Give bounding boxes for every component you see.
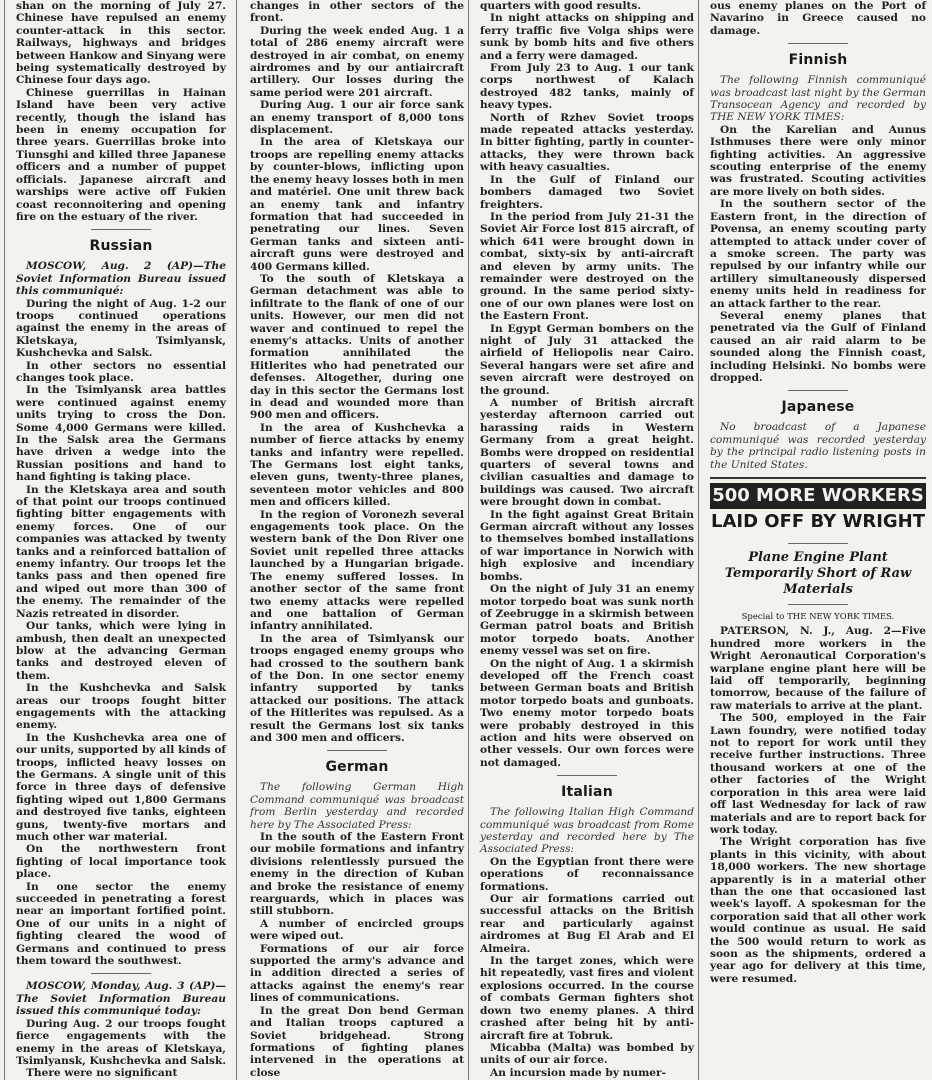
paragraph: During Aug. 2 our troops fought fierce engagements with the enemy in the areas of Kletskaya, Tsimlyansk, Kushchevka and Salsk.: [16, 1017, 227, 1067]
article-subhead: Plane Engine Plant Temporarily Short of Raw Materials: [724, 550, 912, 597]
paragraph: changes in other sectors of the front.: [250, 0, 464, 25]
paragraph: Micabba (Malta) was bombed by units of our air force.: [480, 1041, 694, 1067]
section-heading-japanese: Japanese: [781, 399, 855, 416]
paragraph: In the fight against Great Britain German aircraft without any losses to themselves bombed installations of war importance in Norwich with high explosive and incendiary bombs.: [480, 508, 694, 583]
column-1: [4, 0, 230, 1080]
paragraph: PATERSON, N. J., Aug. 2—Five hundred more workers in the Wright Aeronautical Corporation's warplane engine plant here will be laid off temporarily, beginning tomorrow, because of the failure of raw materials to arrive at the plant.: [710, 625, 926, 712]
paragraph: In the area of Tsimlyansk our troops engaged enemy groups who had crossed to the southern bank of the Don. In one sector enemy infantry supported by tanks attacked our positions. The attack of the Hitlerites was repulsed. As a result the Germans lost six tanks and 300 men and officers.: [250, 632, 464, 744]
divider: [91, 973, 151, 974]
paragraph: shan on the morning of July 27. Chinese have repulsed an enemy counter-attack in this sector. Railways, highways and bridges between Hankow and Sinyang were being systematically destroyed by Chinese four days ago.: [16, 0, 226, 87]
paragraph: ous enemy planes on the Port of Navarino in Greece caused no damage.: [710, 0, 926, 37]
paragraph: An incursion made by numer-: [490, 1066, 667, 1079]
intro: The following Italian High Command communiqué was broadcast from Rome yesterday and recorded here by The Associated Press:: [480, 806, 694, 856]
divider: [788, 390, 848, 391]
section-heading-italian: Italian: [561, 784, 613, 801]
paragraph: On the northwestern front fighting of local importance took place.: [16, 843, 226, 881]
paragraph: In the target zones, which were hit repeatedly, vast fires and violent explosions occurred. In the course of combats German fighters shot down two enemy planes. A third crashed after being hit by anti-aircraft fire at Tobruk.: [480, 955, 694, 1042]
paragraph: During the week ended Aug. 1 a total of 286 enemy aircraft were destroyed in air combat, on enemy airdromes and by our antiaircraft artillery. Our losses during the same period were 201 aircraft.: [250, 24, 464, 99]
paragraph: In the area of Kletskaya our troops are repelling enemy attacks by counter-blows, inflicting upon the enemy heavy losses both in men and matériel. One unit threw back an enemy tank and infantry formation that had succeeded in penetrating our lines. Seven German tanks and sixteen anti-aircraft guns were destroyed and 400 Germans killed.: [250, 136, 464, 273]
paragraph: In the region of Voronezh several engagements took place. On the western bank of the Don River one Soviet unit repelled three attacks launched by a Hungarian brigade. The enemy suffered losses. In another sector of the same front two enemy attacks were repelled and one battalion of German infantry annihilated.: [250, 508, 464, 633]
divider: [557, 775, 617, 776]
paragraph: In the south of the Eastern Front our mobile formations and infantry divisions relentlessly pursued the enemy in the direction of Kuban and broke the resistance of enemy rearguards, which in places was still stubborn.: [250, 831, 464, 918]
paragraph: From July 23 to Aug. 1 our tank corps northwest of Kalach destroyed 482 tanks, mainly of heavy types.: [480, 62, 694, 112]
paragraph: In the Gulf of Finland our bombers damaged two Soviet freighters.: [480, 173, 694, 211]
column-2: [242, 0, 468, 1080]
divider: [788, 543, 848, 544]
divider: [788, 43, 848, 44]
dateline: MOSCOW, Monday, Aug. 3 (AP)—The Soviet Information Bureau issued this communiqué today:: [16, 980, 226, 1018]
dateline: MOSCOW, Aug. 2 (AP)—The Soviet Information Bureau issued this communiqué:: [16, 260, 226, 298]
paragraph: During Aug. 1 our air force sank an enemy transport of 8,000 tons displacement.: [250, 99, 464, 137]
article-header: [710, 477, 926, 605]
divider: [327, 750, 387, 751]
byline: Special to THE NEW YORK TIMES.: [741, 612, 895, 622]
paragraph: Chinese guerrillas in Hainan Island have been very active recently, though the island has been in enemy occupation for three years. Guerrillas broke into Tiunsghi and killed three Japanese officers and a number of puppet officials. Japanese aircraft and warships were active off Fukien coast reconnoitering and opening fire on the estuary of the river.: [16, 86, 226, 223]
paragraph: On the night of Aug. 1 a skirmish developed off the French coast between German boats and British motor torpedo boats and gunboats. Two enemy motor torpedo boats were probably destroyed in this action and hits were observed on other vessels. Our own forces were not damaged.: [480, 657, 694, 769]
paragraph: On the Karelian and Aunus Isthmuses there were only minor fighting activities. An aggressive scouting enterprise of the enemy was frustrated. Scouting activities are more lively on both sides.: [710, 123, 926, 198]
paragraph: In the Kushchevka and Salsk areas our troops fought bitter engagements with the attacking enemy.: [16, 682, 226, 732]
column-rule: [698, 0, 699, 1080]
paragraph: In the Tsimlyansk area battles were continued against enemy units trying to cross the Don. Some 4,000 Germans were killed. In the Salsk area the Germans have driven a wedge into the Russian positions and hand to hand fighting is taking place.: [16, 384, 226, 484]
paragraph: Our air formations carried out successful attacks on the British rear and particularly against airdromes at Bug El Arab and El Almeira.: [480, 893, 694, 955]
paragraph: A number of British aircraft yesterday afternoon carried out harassing raids in Western Germany from a great height. Bombs were dropped on residential quarters of several towns and civilian casualties and damage to buildings was caused. Two aircraft were brought down in combat.: [480, 397, 694, 509]
paragraph: In other sectors no essential changes took place.: [16, 359, 226, 384]
paragraph: In one sector the enemy succeeded in penetrating a forest near an important fortified point. One of our units in a night of fighting cleared the wood of Germans and continued to press them toward the southwest.: [16, 880, 226, 968]
divider: [91, 229, 151, 230]
paragraph: In Egypt German bombers on the night of July 31 attacked the airfield of Heliopolis near Cairo. Several hangars were set afire and seven aircraft were destroyed on the ground.: [480, 322, 694, 397]
paragraph: In night attacks on shipping and ferry traffic five Volga ships were sunk by bomb hits and five others and a ferry were damaged.: [480, 12, 694, 62]
column-rule: [236, 0, 237, 1080]
paragraph: A number of encircled groups were wiped out.: [250, 917, 464, 943]
paragraph: On the Egyptian front there were operations of reconnaissance formations.: [480, 855, 694, 893]
paragraph: The 500, employed in the Fair Lawn foundry, were notified today not to report for work until they receive further instructions. Three thousand workers at one of the other factories of the Wright corporation in this area were laid off last Wednesday for lack of raw materials and are to report back for work today.: [710, 712, 926, 836]
column-rule: [468, 0, 469, 1080]
column-3: [472, 0, 698, 1080]
divider: [788, 604, 848, 605]
intro: The following German High Command communiqué was broadcast from Berlin yesterday and recorded here by The Associated Press:: [250, 781, 464, 831]
intro: No broadcast of a Japanese communiqué was recorded yesterday by the principal radio listening posts in the United States.: [710, 421, 926, 471]
paragraph: In the period from July 21-31 the Soviet Air Force lost 815 aircraft, of which 641 were brought down in combat, sixty-six by anti-aircraft and eleven by army units. The remainder were destroyed on the ground. In the same period sixty-one of our own planes were lost on the Eastern Front.: [480, 210, 694, 323]
column-4: [702, 0, 928, 1080]
paragraph: North of Rzhev Soviet troops made repeated attacks yesterday. In bitter fighting, partly in counter-attacks, they were thrown back with heavy casualties.: [480, 111, 694, 174]
paragraph: Several enemy planes that penetrated via the Gulf of Finland caused an air raid alarm to be sounded along the Finnish coast, including Helsinki. No bombs were dropped.: [710, 309, 926, 384]
paragraph: In the southern sector of the Eastern front, in the direction of Povensa, an enemy scouting party attempted to attack under cover of a smoke screen. The party was repulsed by our infantry while our artillery simultaneously dispersed enemy units held in readiness for an attack farther to the rear.: [710, 198, 926, 310]
paragraph: There were no significant: [26, 1067, 178, 1080]
paragraph: In the great Don bend German and Italian troops captured a Soviet bridgehead. Strong formations of fighting planes intervened in the operations at close: [250, 1004, 464, 1079]
article-headline: 500 MORE WORKERS: [710, 483, 926, 509]
paragraph: Our tanks, which were lying in ambush, then dealt an unexpected blow at the advancing German tanks and destroyed eleven of them.: [16, 620, 226, 682]
article-headline-2: LAID OFF BY WRIGHT: [710, 511, 926, 532]
paragraph: Formations of our air force supported the army's advance and in addition directed a series of attacks against the enemy's rear lines of communications.: [250, 942, 464, 1005]
paragraph: quarters with good results.: [480, 0, 642, 12]
paragraph: To the south of Kletskaya a German detachment was able to infiltrate to the flank of one of our units. However, our men did not waver and continued to repel the enemy's attacks. Units of another formation annihilated the Hitlerites who had penetrated our defenses. Altogether, during one day in this sector the Germans lost in dead and wounded more than 900 men and officers.: [250, 272, 464, 422]
paragraph: During the night of Aug. 1-2 our troops continued operations against the enemy in the areas of Kletskaya, Tsimlyansk, Kushchevka and Salsk.: [16, 297, 226, 360]
section-heading-russian: Russian: [89, 238, 153, 255]
section-heading-german: German: [325, 759, 389, 776]
paragraph: On the night of July 31 an enemy motor torpedo boat was sunk north of Zeebrugge in a skirmish between German patrol boats and British motor torpedo boats. Another enemy vessel was set on fire.: [480, 583, 694, 658]
paragraph: The Wright corporation has five plants in this vicinity, with about 18,000 workers. The new shortage apparently is in a material other than the one that occasioned last week's layoff. A spokesman for the corporation said that all other work would continue as usual. He said the 500 would return to work as soon as the shipments, ordered a year ago for delivery at this time, were resumed.: [710, 836, 926, 985]
intro: The following Finnish communiqué was broadcast last night by the German Transocean Agency and recorded by THE NEW YORK TIMES:: [710, 74, 926, 124]
section-heading-finnish: Finnish: [788, 52, 848, 69]
paragraph: In the area of Kushchevka a number of fierce attacks by enemy tanks and infantry were repelled. The Germans lost eight tanks, eleven guns, twenty-three planes, seventeen motor vehicles and 800 men and officers killed.: [250, 421, 464, 509]
paragraph: In the Kushchevka area one of our units, supported by all kinds of troops, inflicted heavy losses on the Germans. A single unit of this force in three days of defensive fighting wiped out 1,800 Germans and destroyed five tanks, eighteen guns, twenty-five mortars and much other war material.: [16, 731, 226, 843]
paragraph: In the Kletskaya area and south of that point our troops continued fighting bitter engagements with enemy forces. One of our companies was attacked by twenty tanks and a reinforced battalion of enemy infantry. Our troops let the tanks pass and then opened fire and wiped out more than 300 of the enemy. The remainder of the Nazis retreated in disorder.: [16, 483, 226, 620]
